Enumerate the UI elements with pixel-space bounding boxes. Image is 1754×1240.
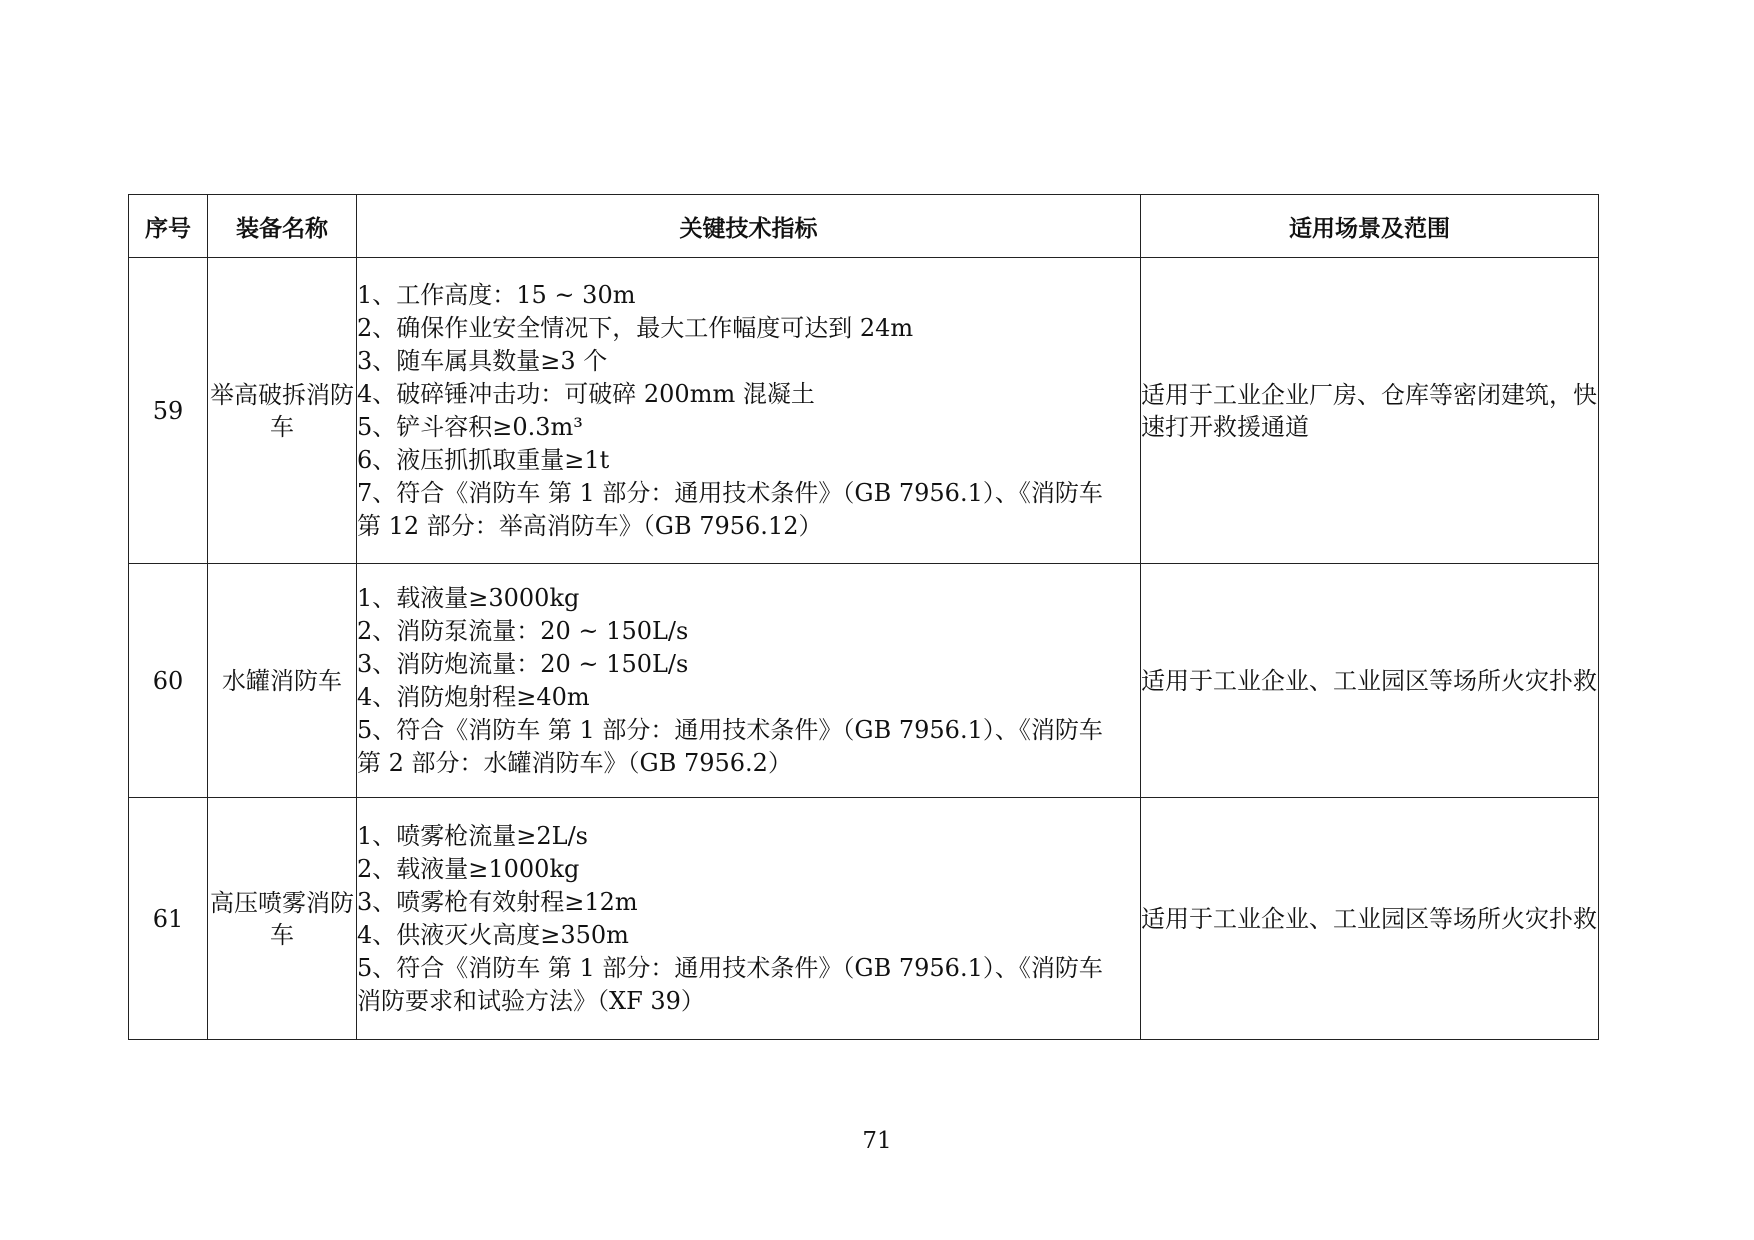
spec-line: 1、喷雾枪流量≥2L/s — [357, 821, 588, 850]
table-row — [129, 564, 1599, 798]
header-specs: 关键技术指标 — [357, 195, 1141, 258]
row-specs — [357, 798, 1141, 1040]
header-name: 装备名称 — [208, 195, 357, 258]
row-scope — [1141, 798, 1599, 1040]
scope-text: 适用于工业企业、工业园区等场所火灾扑救 — [1141, 666, 1597, 695]
scope-text: 适用于工业企业厂房、仓库等密闭建筑，快速打开救援通道 — [1141, 380, 1597, 441]
row-specs — [357, 564, 1141, 798]
row-no: 60 — [129, 564, 208, 798]
spec-line: 3、喷雾枪有效射程≥12m — [357, 887, 638, 916]
table-row — [129, 798, 1599, 1040]
spec-line: 7、符合《消防车 第 1 部分：通用技术条件》（GB 7956.1）、《消防车 — [357, 478, 1103, 507]
spec-line: 4、消防炮射程≥40m — [357, 682, 590, 711]
spec-line: 6、液压抓抓取重量≥1t — [357, 445, 610, 474]
row-scope — [1141, 258, 1599, 564]
spec-line: 5、铲斗容积≥0.3m³ — [357, 412, 583, 441]
row-name: 举高破拆消防车 — [208, 258, 357, 564]
spec-line: 2、载液量≥1000kg — [357, 854, 580, 883]
row-name: 水罐消防车 — [208, 564, 357, 798]
scope-text: 适用于工业企业、工业园区等场所火灾扑救 — [1141, 904, 1597, 933]
spec-line: 第 12 部分：举高消防车》（GB 7956.12） — [357, 511, 823, 540]
spec-line: 4、供液灭火高度≥350m — [357, 920, 629, 949]
spec-line: 4、破碎锤冲击功：可破碎 200mm 混凝土 — [357, 379, 815, 408]
header-scope: 适用场景及范围 — [1141, 195, 1599, 258]
row-specs — [357, 258, 1141, 564]
spec-line: 3、随车属具数量≥3 个 — [357, 346, 608, 375]
spec-line: 第 2 部分：水罐消防车》（GB 7956.2） — [357, 748, 792, 777]
header-row — [129, 195, 1599, 258]
spec-line: 3、消防炮流量：20 ~ 150L/s — [357, 649, 689, 678]
row-scope — [1141, 564, 1599, 798]
spec-line: 1、工作高度：15 ~ 30m — [357, 280, 636, 309]
spec-line: 5、符合《消防车 第 1 部分：通用技术条件》（GB 7956.1）、《消防车 — [357, 953, 1103, 982]
equipment-table — [128, 194, 1599, 1040]
row-no: 61 — [129, 798, 208, 1040]
spec-line: 2、消防泵流量：20 ~ 150L/s — [357, 616, 689, 645]
header-no: 序号 — [129, 195, 208, 258]
table-row — [129, 258, 1599, 564]
spec-line: 1、载液量≥3000kg — [357, 583, 580, 612]
row-name: 高压喷雾消防车 — [208, 798, 357, 1040]
row-no: 59 — [129, 258, 208, 564]
spec-line: 5、符合《消防车 第 1 部分：通用技术条件》（GB 7956.1）、《消防车 — [357, 715, 1103, 744]
spec-line: 2、确保作业安全情况下，最大工作幅度可达到 24m — [357, 313, 914, 342]
page-number: 71 — [862, 1128, 892, 1154]
spec-line: 消防要求和试验方法》（XF 39） — [357, 986, 705, 1015]
